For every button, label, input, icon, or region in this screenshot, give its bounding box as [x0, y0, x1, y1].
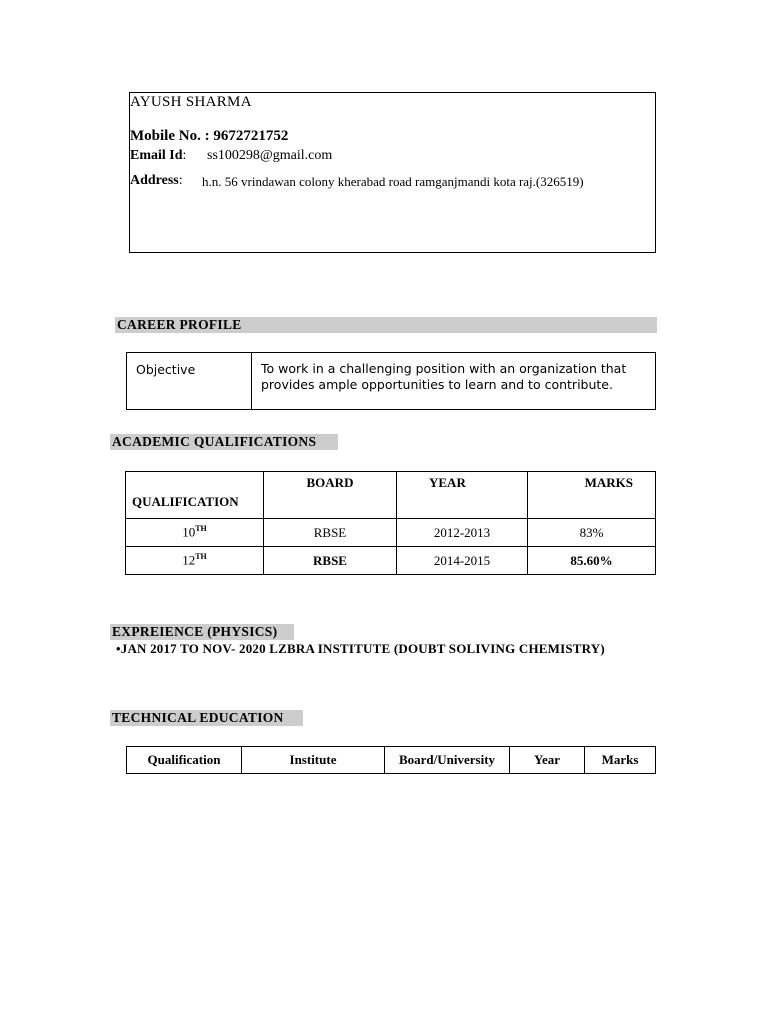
header-year: Year	[510, 747, 585, 774]
contact-box	[129, 92, 656, 253]
mobile-value: 9672721752	[213, 128, 289, 144]
marks-cell: 83%	[528, 519, 656, 547]
header-board-university: Board/University	[385, 747, 510, 774]
career-objective-table	[126, 352, 656, 410]
table-row	[126, 547, 656, 575]
mobile-label: Mobile No. :	[130, 128, 210, 144]
technical-table	[126, 746, 656, 774]
year-cell: 2014-2015	[397, 547, 528, 575]
objective-text: To work in a challenging position with an organization that provides ample opportunities to learn and to contribute.	[252, 353, 656, 410]
address-label: Address:	[130, 173, 183, 188]
academic-header-row	[126, 472, 656, 519]
qualification-cell: 10TH	[126, 519, 264, 547]
mobile-line	[130, 128, 288, 145]
header-institute: Institute	[242, 747, 385, 774]
career-profile-heading: CAREER PROFILE	[115, 317, 657, 333]
marks-cell: 85.60%	[528, 547, 656, 575]
header-year: YEAR	[397, 472, 528, 519]
address-value: h.n. 56 vrindawan colony kherabad road ramganjmandi kota raj.(326519)	[202, 174, 584, 189]
header-marks: MARKS	[528, 472, 656, 519]
email-label: Email Id:	[130, 148, 187, 163]
header-qualification: Qualification	[127, 747, 242, 774]
email-value: ss100298@gmail.com	[207, 148, 333, 163]
table-row	[126, 519, 656, 547]
technical-header-row	[127, 747, 656, 774]
qualification-cell: 12TH	[126, 547, 264, 575]
header-qualification: QUALIFICATION	[126, 472, 264, 519]
technical-heading: TECHNICAL EDUCATION	[110, 710, 303, 726]
candidate-name: AYUSH SHARMA	[130, 94, 252, 110]
board-cell: RBSE	[264, 519, 397, 547]
header-board: BOARD	[264, 472, 397, 519]
experience-item: •JAN 2017 TO NOV- 2020 LZBRA INSTITUTE (DOUBT SOLIVING CHEMISTRY)	[116, 641, 605, 656]
academic-table	[125, 471, 656, 575]
objective-label: Objective	[127, 353, 252, 410]
board-cell: RBSE	[264, 547, 397, 575]
experience-heading: EXPREIENCE (PHYSICS)	[110, 624, 294, 640]
header-marks: Marks	[585, 747, 656, 774]
academic-heading: ACADEMIC QUALIFICATIONS	[110, 434, 338, 450]
year-cell: 2012-2013	[397, 519, 528, 547]
